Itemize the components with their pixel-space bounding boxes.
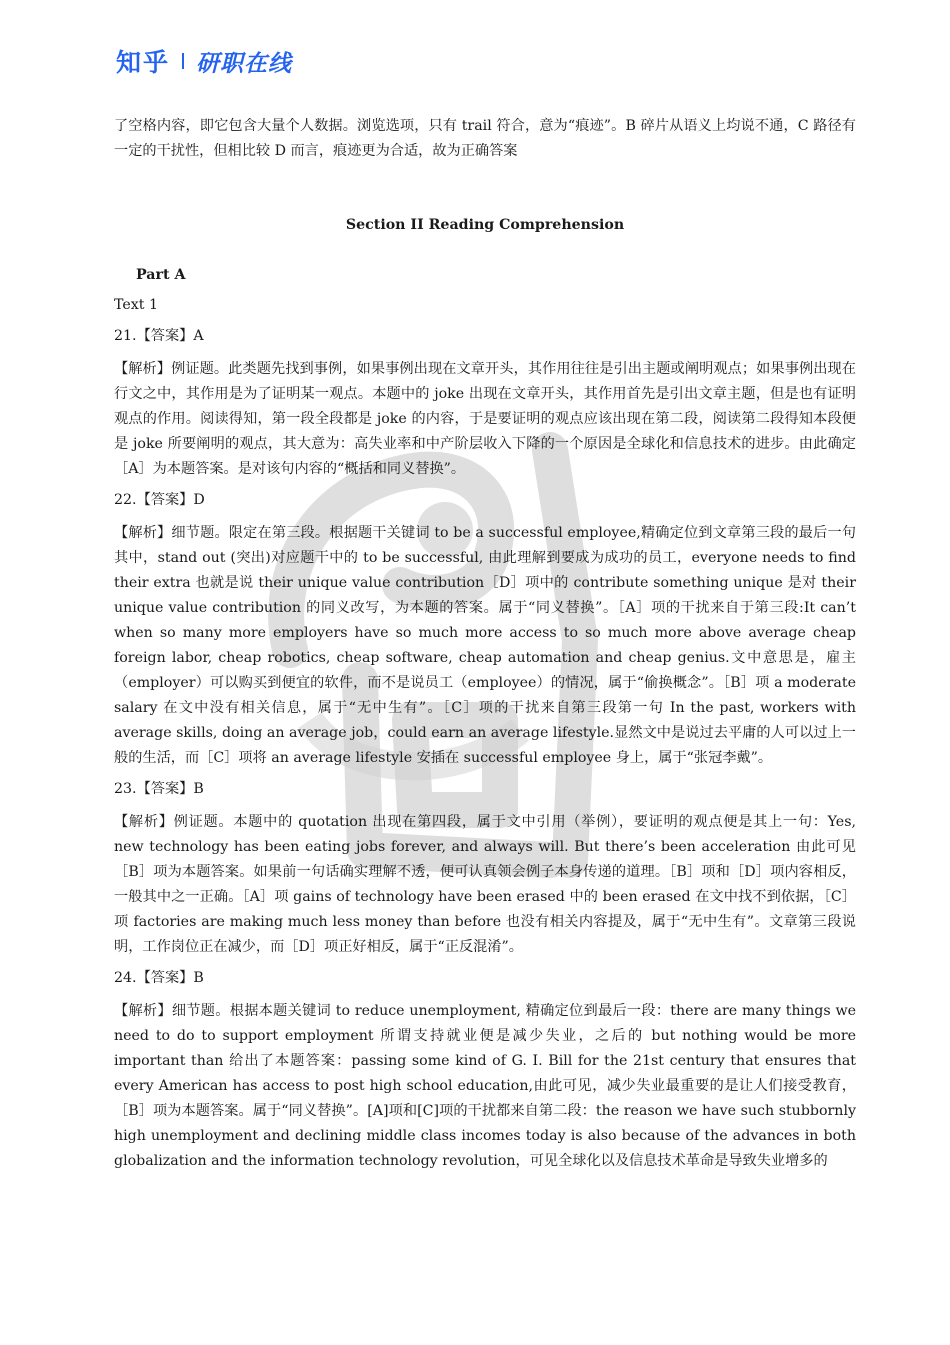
analysis-paragraph: 【解析】细节题。限定在第三段。根据题干关键词 to be a successful employee,精确定位到文章第三段的最后一句其中，stand out (突出)对应题干中的 to be successful, 由此理解到要成为成功的员工，everyone needs to find their extra 也就是说 their unique value contribution［D］项中的 contribute something unique 是对 their unique value contribution 的同义改写，为本题的答案。属于“同义替换”。［A］项的干扰来自于第三段:It can’t when so many more employers have so much more access to so much more above average cheap foreign labor, cheap robotics, cheap software, cheap automation and cheap genius.文中意思是，雇主（employer）可以购买到便宜的软件，而不是说员工（employee）的情况，属于“偷换概念”。［B］项 a moderate salary 在文中没有相关信息，属于“无中生有”。［C］项的干扰来自第三段第一句 In the past, workers with average skills, doing an average job，could earn an average lifestyle.显然文中是说过去平庸的人可以过上一般的生活，而［C］项将 an average lifestyle 安插在 successful employee 身上，属于“张冠李戴”。	[114, 525, 856, 766]
analysis-paragraph: 【解析】细节题。根据本题关键词 to reduce unemployment, 精确定位到最后一段：there are many things we need to do to support employment 所谓支持就业便是减少失业，之后的 but nothing would be more important than 给出了本题答案：passing some kind of G. I. Bill for the 21st century that ensures that every American has access to post high school education,由此可见，减少失业最重要的是让人们接受教育，［B］项为本题答案。属于“同义替换”。[A]项和[C]项的干扰都来自第二段：the reason we have such stubbornly high unemployment and declining middle class incomes today is also because of the advances in both globalization and the information technology revolution，可见全球化以及信息技术革命是导致失业增多的	[114, 1003, 856, 1169]
document-body	[114, 114, 856, 1174]
logo-divider	[182, 53, 184, 69]
analysis-paragraph: 【解析】例证题。此类题先找到事例，如果事例出现在文章开头，其作用往往是引出主题或阐明观点；如果事例出现在行文之中，其作用是为了证明某一观点。本题中的 joke 出现在文章开头，其作用首先是引出文章主题，但是也有证明观点的作用。阅读得知，第一段全段都是 joke 的内容，于是要证明的观点应该出现在第二段，阅读第二段得知本段便是 joke 所要阐明的观点，其大意为：高失业率和中产阶层收入下降的一个原因是全球化和信息技术的进步。由此确定［A］为本题答案。是对该句内容的“概括和同义替换”。	[114, 361, 856, 477]
answer-line: 24.【答案】B	[114, 970, 204, 986]
part-heading: Part A	[136, 267, 186, 283]
zhihu-yanzhi-logo	[116, 44, 292, 78]
answer-line: 21.【答案】A	[114, 328, 204, 344]
intro-paragraph: 了空格内容，即它包含大量个人数据。浏览选项，只有 trail 符合，意为“痕迹”。B 碎片从语义上均说不通，C 路径有一定的干扰性，但相比较 D 而言，痕迹更为合适，故为正确答案	[114, 118, 856, 159]
section-title: Section II Reading Comprehension	[345, 217, 625, 233]
answer-line: 22.【答案】D	[114, 492, 205, 508]
logo-zhihu-text: 知乎	[116, 48, 171, 77]
text-label: Text 1	[114, 297, 158, 313]
answer-line: 23.【答案】B	[114, 781, 204, 797]
logo-yanzhi-text: 研职在线	[196, 50, 293, 77]
analysis-paragraph: 【解析】例证题。本题中的 quotation 出现在第四段，属于文中引用（举例），要证明的观点便是其上一句：Yes, new technology has been eating jobs forever, and always will. But there’s been acceleration 由此可见［B］项为本题答案。如果前一句话确实理解不透，便可认真领会例子本身传递的道理。［B］项和［D］项内容相反，一般其中之一正确。［A］项 gains of technology have been erased 中的 been erased 在文中找不到依据，［C］项 factories are making much less money than before 也没有相关内容提及，属于“无中生有”。文章第三段说明，工作岗位正在减少，而［D］项正好相反，属于“正反混淆”。	[114, 814, 856, 955]
